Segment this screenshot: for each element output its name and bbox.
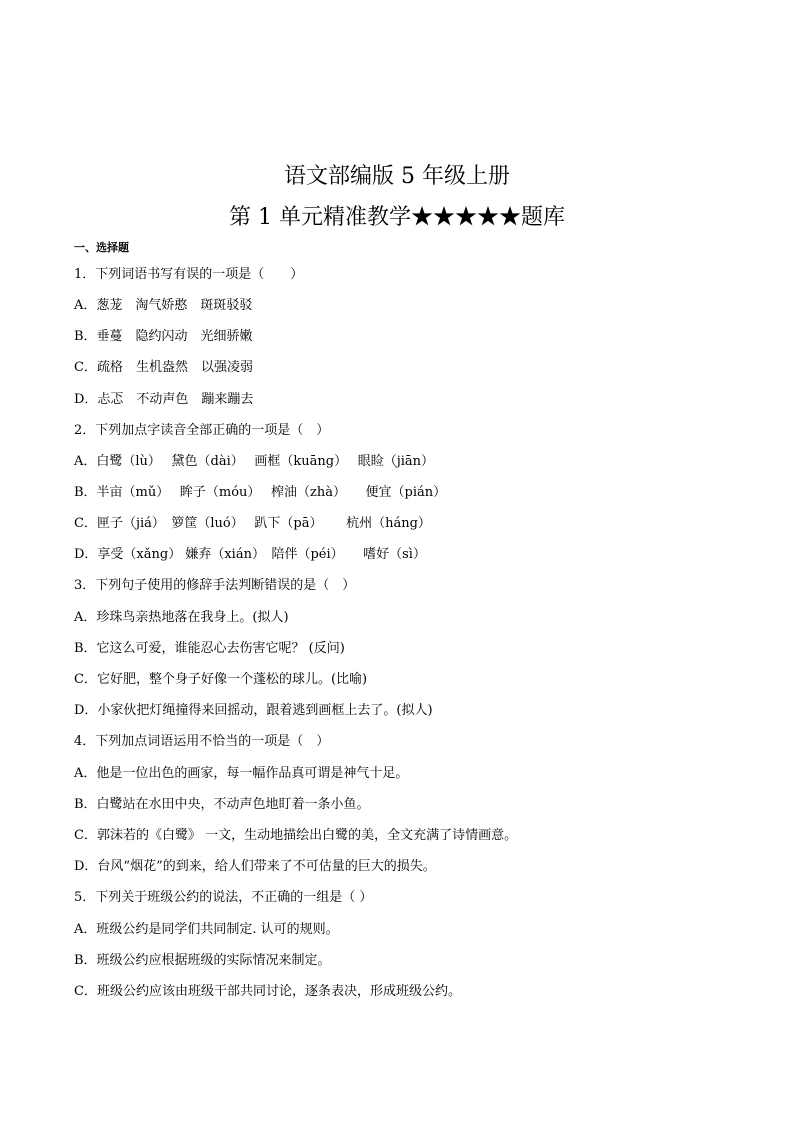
question-4-option-b: B．白鹭站在水田中央，不动声色地盯着一条小鱼。 bbox=[74, 797, 370, 812]
question-5-option-b: B．班级公约应根据班级的实际情况来制定。 bbox=[74, 953, 331, 968]
question-2-option-b: B．半亩（mǔ） 眸子（móu） 榨油（zhà） 便宜（pián） bbox=[74, 485, 447, 500]
question-2-stem: 2．下列加点字读音全部正确的一项是（ ） bbox=[74, 423, 330, 438]
question-2-option-d: D．享受（xǎng） 嫌弃（xián） 陪伴（péi） 嗜好（sì） bbox=[74, 547, 426, 562]
question-3-option-a: A．珍珠鸟亲热地落在我身上。(拟人) bbox=[74, 610, 289, 625]
question-1-option-a: A．葱茏 淘气娇憨 斑斑驳驳 bbox=[74, 298, 253, 313]
document-title: 语文部编版 5 年级上册 bbox=[284, 164, 510, 189]
question-3-option-c: C．它好肥，整个身子好像一个蓬松的球儿。(比喻) bbox=[74, 672, 368, 687]
question-5-option-a: A．班级公约是同学们共同制定. 认可的规则。 bbox=[74, 922, 339, 937]
question-1-option-c: C．疏格 生机盎然 以强凌弱 bbox=[74, 360, 253, 375]
question-3-stem: 3．下列句子使用的修辞手法判断错误的是（ ） bbox=[74, 578, 356, 593]
question-3-option-d: D．小家伙把灯绳撞得来回摇动，跟着逃到画框上去了。(拟人) bbox=[74, 703, 433, 718]
section-heading: 一、选择题 bbox=[74, 241, 129, 254]
question-2-option-a: A．白鹭（lù） 黛色（dài） 画框（kuāng） 眼睑（jiān） bbox=[74, 454, 435, 469]
question-1-option-d: D．忐忑 不动声色 蹦来蹦去 bbox=[74, 392, 254, 407]
question-4-option-c: C．郭沫若的《白鹭》 一文，生动地描绘出白鹭的美，全文充满了诗情画意。 bbox=[74, 828, 518, 843]
question-4-option-d: D．台风“烟花”的到来，给人们带来了不可估量的巨大的损失。 bbox=[74, 859, 436, 874]
question-4-option-a: A．他是一位出色的画家，每一幅作品真可谓是神气十足。 bbox=[74, 766, 409, 781]
question-2-option-c: C．匣子（jiá） 箩筐（luó） 趴下（pā） 杭州（háng） bbox=[74, 516, 431, 531]
question-5-option-c: C．班级公约应该由班级干部共同讨论，逐条表决，形成班级公约。 bbox=[74, 984, 461, 999]
question-1-stem: 1．下列词语书写有误的一项是（ ） bbox=[74, 267, 304, 282]
question-3-option-b: B．它这么可爱，谁能忍心去伤害它呢？ (反问) bbox=[74, 641, 345, 656]
question-5-stem: 5．下列关于班级公约的说法，不正确的一组是（ ） bbox=[74, 890, 373, 905]
question-4-stem: 4．下列加点词语运用不恰当的一项是（ ） bbox=[74, 734, 330, 749]
question-1-option-b: B．垂蔓 隐约闪动 光细骄嫩 bbox=[74, 329, 253, 344]
document-subtitle: 第 1 单元精准教学★★★★★题库 bbox=[229, 205, 565, 230]
